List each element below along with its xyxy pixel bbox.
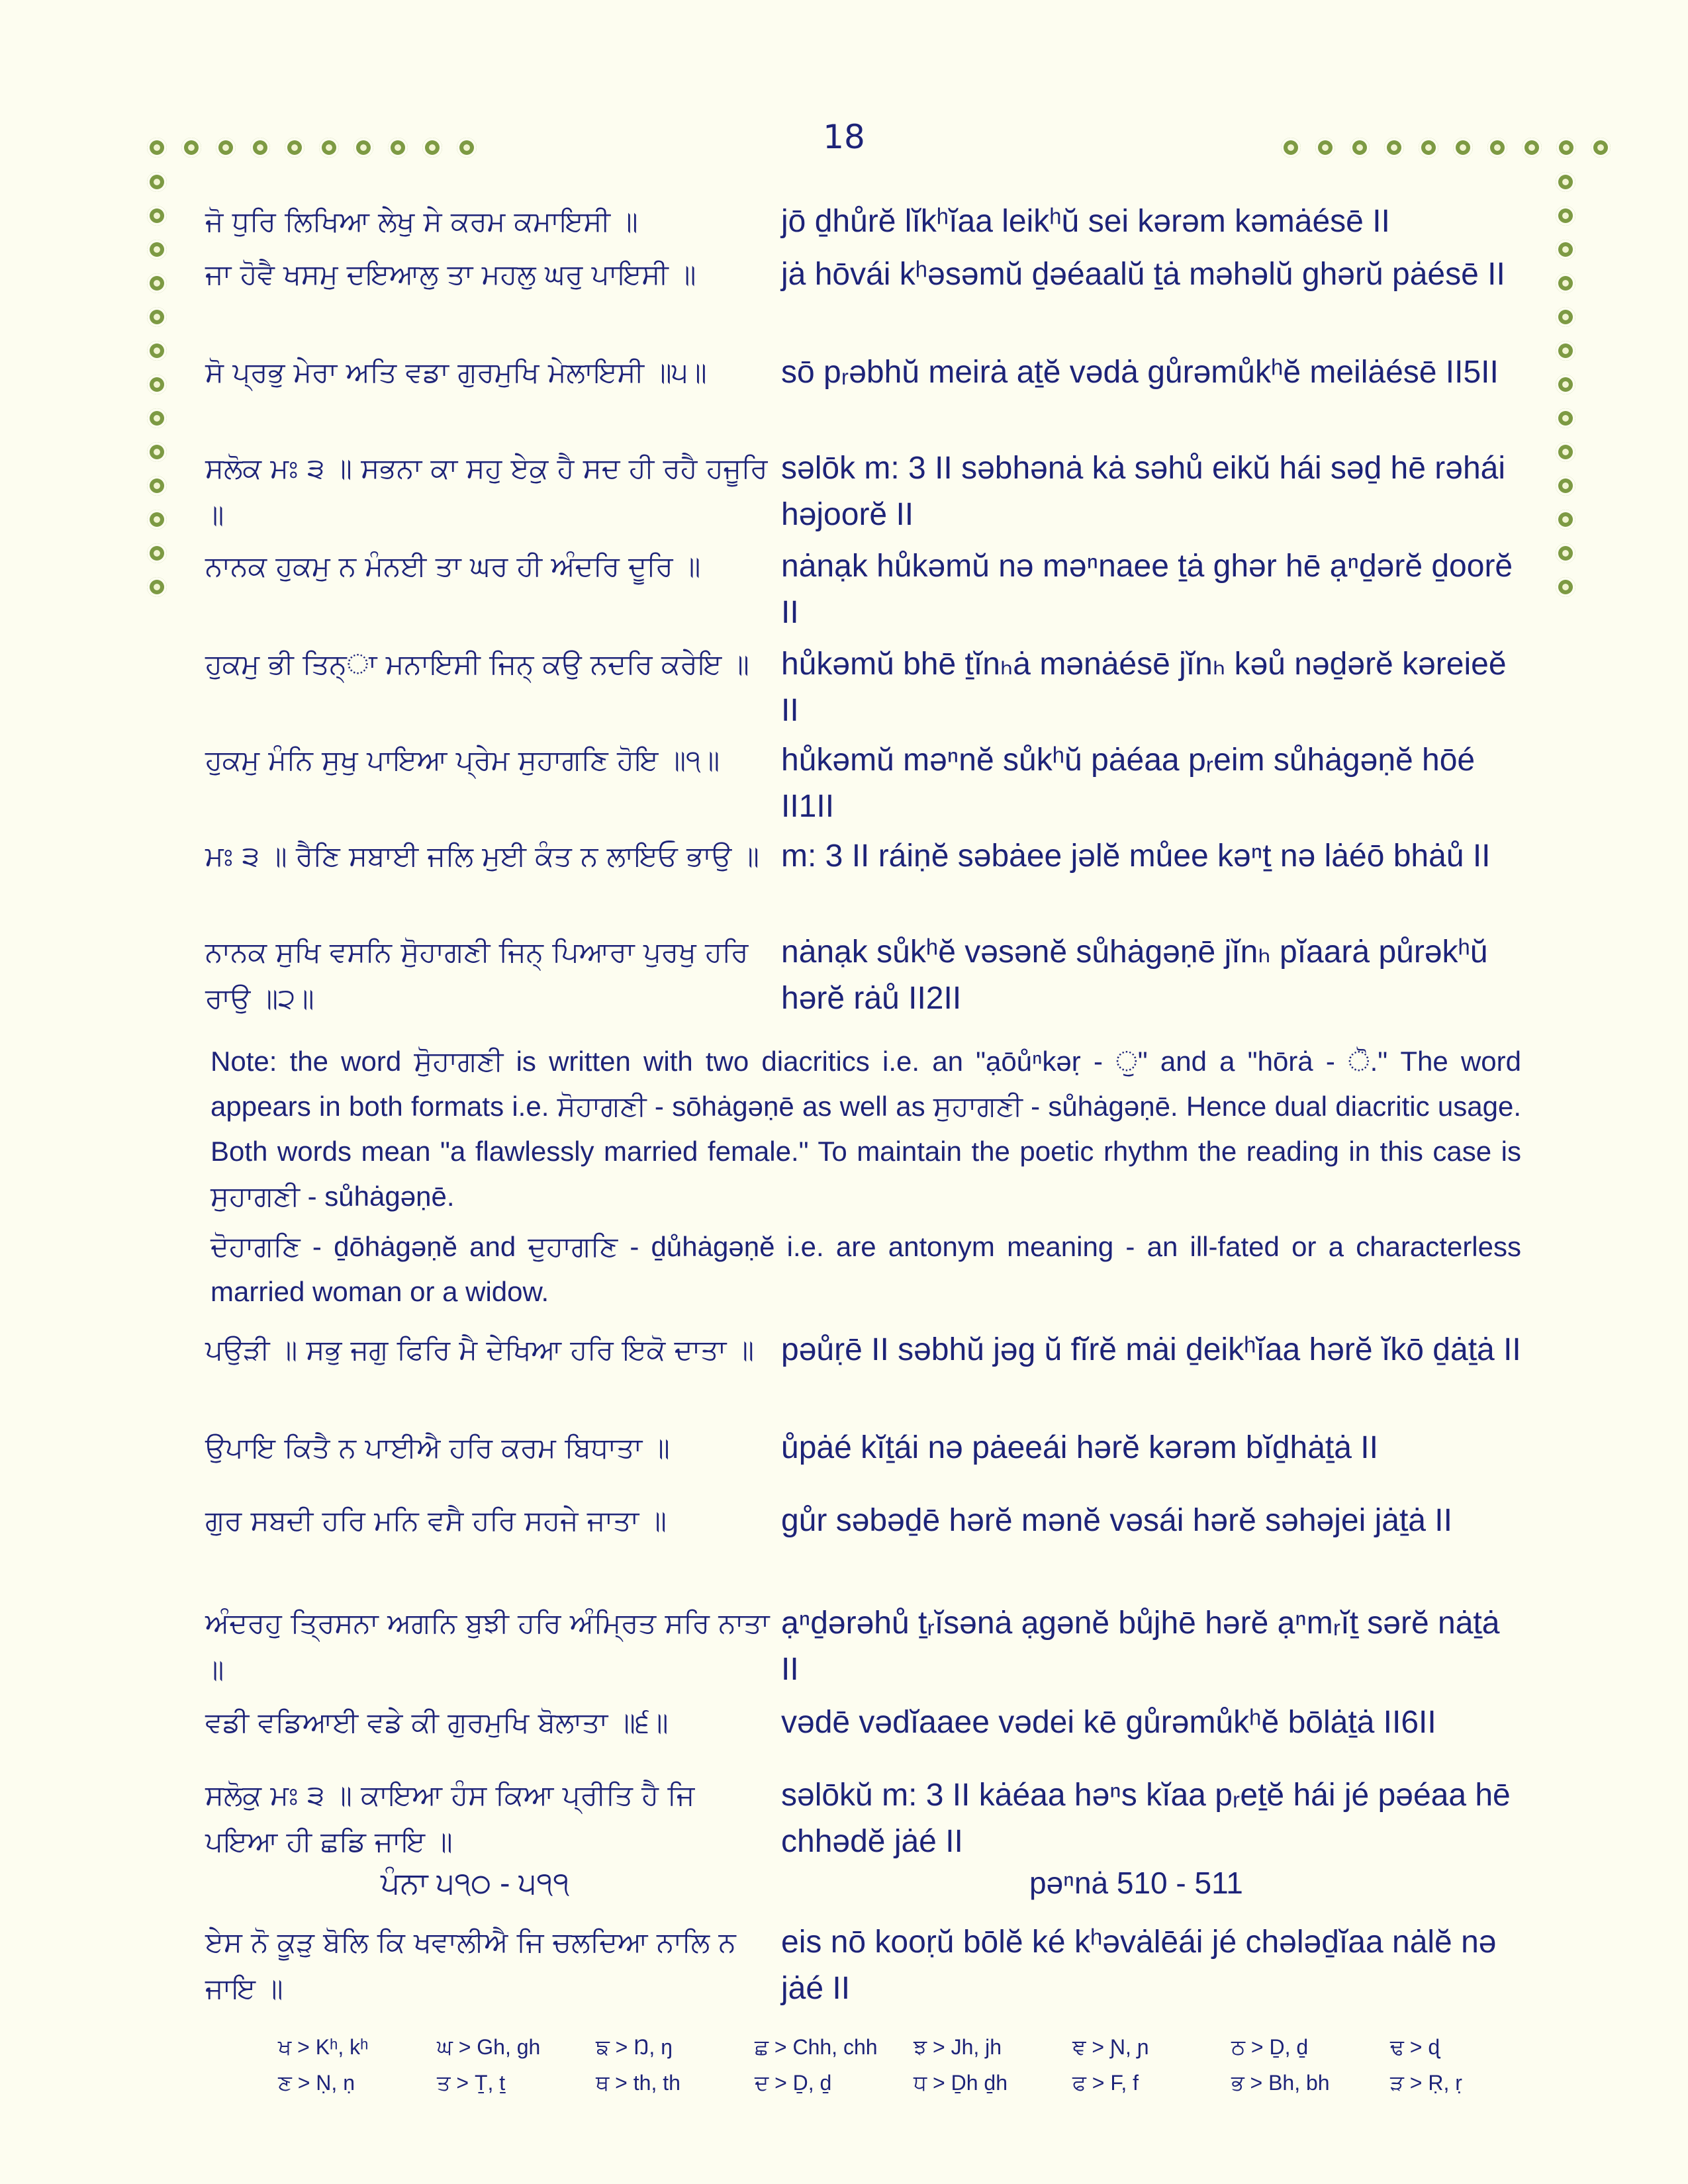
verse-row [205, 251, 1523, 349]
transliteration-legend [278, 2032, 1470, 2098]
legend-entry: ਙ > Ŋ, ŋ [596, 2035, 673, 2059]
verse-row [205, 543, 1523, 641]
page-label-transliteration: pəⁿnȧ 510 - 511 [1029, 1866, 1243, 1900]
verse-row [205, 929, 1523, 1025]
legend-entry: ਖ > Kʰ, kʰ [278, 2035, 369, 2059]
flower-ornament-icon [1556, 138, 1576, 158]
flower-ornament-icon [1556, 577, 1575, 597]
flower-ornament-icon [1556, 543, 1575, 563]
legend-entry: ਤ > Ṯ, ṯ [437, 2071, 506, 2095]
gurmukhi-line: ਮਃ ੩ ॥ ਰੈਣਿ ਸਬਾਈ ਜਲਿ ਮੁਈ ਕੰਤ ਨ ਲਾਇਓ ਭਾਉ ॥ [205, 840, 759, 872]
flower-ornament-icon [1281, 138, 1301, 158]
verse-section-2 [205, 1327, 1523, 1865]
verse-row [205, 445, 1523, 543]
legend-entry: ਛ > Chh, chh [755, 2035, 878, 2059]
transliteration-line: hůkəmŭ məⁿnĕ sůkʰŭ pȧéaa pᵣeim sůhȧgəṇĕ hōé II1II [781, 743, 1476, 824]
legend-entry: ਦ > Ḏ, ḏ [755, 2071, 832, 2095]
transliteration-line: ůpȧé kĭṯái nə pȧeeái hərĕ kərəm bĭḏhȧṯȧ II [781, 1430, 1378, 1465]
gurmukhi-line: ਗੁਰ ਸਬਦੀ ਹਰਿ ਮਨਿ ਵਸੈ ਹਰਿ ਸਹਜੇ ਜਾਤਾ ॥ [205, 1504, 667, 1537]
legend-entry: ਭ > Bh, bh [1231, 2071, 1330, 2095]
flower-ornament-icon [147, 172, 167, 192]
verse-row [205, 1425, 1523, 1498]
flower-ornament-icon [388, 138, 408, 158]
flower-ornament-icon [285, 138, 305, 158]
flower-ornament-icon [147, 341, 167, 361]
transliteration-line: pəůṛē II səbhŭ jəg ŭ fĭrĕ mȧi ḏeikʰĭaa hərĕ ĭkō ḏȧṯȧ II [781, 1332, 1521, 1367]
flower-ornament-icon [319, 138, 339, 158]
flower-ornament-icon [1556, 476, 1575, 496]
right-flower-border [1556, 172, 1575, 597]
verse-section-3 [205, 1919, 1523, 2012]
flower-ornament-icon [147, 375, 167, 394]
gurmukhi-line: ਹੁਕਮੁ ਭੀ ਤਿਨ੍ਾ ਮਨਾਇਸੀ ਜਿਨ੍ ਕਉ ਨਦਰਿ ਕਰੇਇ ॥ [205, 648, 749, 680]
verse-row [205, 1327, 1523, 1425]
transliteration-line: hůkəmŭ bhē ṯĭnₕȧ mənȧésē jĭnₕ kəů nəḏərĕ kəreieĕ II [781, 647, 1507, 728]
legend-entry: ਞ > Ɲ, ɲ [1072, 2035, 1149, 2059]
verse-row [205, 1600, 1523, 1700]
flower-ornament-icon [147, 307, 167, 327]
gurmukhi-line: ਸਲੋਕ ਮਃ ੩ ॥ ਸਭਨਾ ਕਾ ਸਹੁ ਏਕੁ ਹੈ ਸਦ ਹੀ ਰਹੈ ਹਜੂਰਿ ॥ [205, 452, 768, 531]
gurmukhi-line: ਨਾਨਕ ਹੁਕਮੁ ਨ ਮੰਨਈ ਤਾ ਘਰ ਹੀ ਅੰਦਰਿ ਦੂਰਿ ॥ [205, 550, 701, 582]
legend-entry: ਧ > Ḏh ḏh [914, 2071, 1008, 2095]
flower-ornament-icon [422, 138, 442, 158]
gurmukhi-line: ਸਲੋਕੁ ਮਃ ੩ ॥ ਕਾਇਆ ਹੰਸ ਕਿਆ ਪ੍ਰੀਤਿ ਹੈ ਜਿ ਪਇਆ ਹੀ ਛਡਿ ਜਾਇ ॥ [205, 1779, 695, 1858]
gurmukhi-line: ਜੋ ਧੁਰਿ ਲਿਖਿਆ ਲੇਖੁ ਸੇ ਕਰਮ ਕਮਾਇਸੀ ॥ [205, 205, 638, 238]
legend-entry: ਥ > th, th [596, 2071, 680, 2095]
gurmukhi-line: ਪਉੜੀ ॥ ਸਭੁ ਜਗੁ ਫਿਰਿ ਮੈ ਦੇਖਿਆ ਹਰਿ ਇਕੋ ਦਾਤਾ ॥ [205, 1334, 755, 1366]
legend-entry: ਘ > Gh, gh [437, 2035, 541, 2059]
gurmukhi-line: ਹੁਕਮੁ ਮੰਨਿ ਸੁਖੁ ਪਾਇਆ ਪ੍ਰੇਮ ਸੁਹਾਗਣਿ ਹੋਇ ॥੧॥ [205, 744, 720, 776]
flower-ornament-icon [181, 138, 201, 158]
flower-ornament-icon [250, 138, 270, 158]
verse-section-1 [205, 199, 1523, 1025]
gurmukhi-line: ਨਾਨਕ ਸੁਖਿ ਵਸਨਿ ਸੋੁਹਾਗਣੀ ਜਿਨ੍ ਪਿਆਰਾ ਪੁਰਖੁ ਹਰਿ ਰਾਉ ॥੨॥ [205, 936, 749, 1015]
flower-ornament-icon [147, 442, 167, 462]
verse-row [205, 199, 1523, 251]
flower-ornament-icon [147, 273, 167, 293]
page-label-gurmukhi: ਪੰਨਾ ੫੧੦ - ੫੧੧ [381, 1866, 570, 1900]
gurmukhi-line: ਉਪਾਇ ਕਿਤੈ ਨ ਪਾਈਐ ਹਰਿ ਕਰਮ ਬਿਧਾਤਾ ॥ [205, 1432, 670, 1464]
transliteration-line: səlōk m: 3 II səbhənȧ kȧ səhů eikŭ hái səḏ hē rəhái həjoorĕ II [781, 451, 1506, 532]
legend-entry: ਫ > F, f [1072, 2071, 1139, 2095]
legend-entry: ਝ > Jh, jh [914, 2035, 1002, 2059]
flower-ornament-icon [1522, 138, 1542, 158]
verse-row [205, 1498, 1523, 1600]
flower-ornament-icon [1556, 273, 1575, 293]
transliteration-line: səlōkŭ m: 3 II kȧéaa həⁿs kĭaa pᵣeṯĕ hái jé pəéaa hē chhədĕ jȧé II [781, 1778, 1511, 1859]
verse-row [205, 641, 1523, 737]
flower-ornament-icon [353, 138, 373, 158]
flower-ornament-icon [1556, 172, 1575, 192]
gurmukhi-line: ਸੋ ਪ੍ਰਭੁ ਮੇਰਾ ਅਤਿ ਵਡਾ ਗੁਰਮੁਖਿ ਮੇਲਾਇਸੀ ॥੫॥ [205, 356, 707, 388]
verse-row [205, 737, 1523, 833]
flower-ornament-icon [147, 476, 167, 496]
flower-ornament-icon [1487, 138, 1507, 158]
flower-ornament-icon [1556, 307, 1575, 327]
flower-ornament-icon [1350, 138, 1370, 158]
verse-row [205, 833, 1523, 929]
flower-ornament-icon [1419, 138, 1438, 158]
transliteration-line: vədē vədĭaaee vədei kē gůrəmůkʰĕ bōlȧṯȧ II6II [781, 1705, 1436, 1740]
flower-ornament-icon [216, 138, 236, 158]
transliteration-line: sō pᵣəbhŭ meirȧ aṯĕ vədȧ gůrəmůkʰĕ meilȧésē II5II [781, 355, 1499, 390]
top-left-flower-border [147, 138, 477, 158]
transliteration-line: ạⁿḏərəhů ṯᵣĭsənȧ ạgənĕ bůjhē hərĕ ạⁿmᵣĭṯ sərĕ nȧṯȧ II [781, 1606, 1500, 1687]
flower-ornament-icon [147, 577, 167, 597]
legend-entry: ਢ > ɖ [1390, 2035, 1440, 2059]
flower-ornament-icon [1556, 408, 1575, 428]
flower-ornament-icon [1556, 442, 1575, 462]
gurmukhi-line: ਏਸ ਨੋ ਕੂੜੁ ਬੋਲਿ ਕਿ ਖਵਾਲੀਐ ਜਿ ਚਲਦਿਆ ਨਾਲਿ ਨ ਜਾਇ ॥ [205, 1926, 736, 2005]
flower-ornament-icon [147, 510, 167, 529]
transliteration-line: nȧnạk hůkəmŭ nə məⁿnaee ṯȧ ghər hē ạⁿḏərĕ ḏoorĕ II [781, 549, 1513, 630]
legend-entry: ਠ > Ḏ, ḏ [1231, 2035, 1309, 2059]
flower-ornament-icon [457, 138, 477, 158]
antonym-note: ਦੋਹਾਗਣਿ - ḏōhȧgəṇĕ and ਦੁਹਾਗਣਿ - ḏůhȧgəṇĕ i.e. are antonym meaning - an ill-fated or a characterless married woman or a widow. [211, 1231, 1521, 1307]
flower-ornament-icon [147, 408, 167, 428]
legend-entry: ਣ > Ṇ, ṇ [278, 2071, 355, 2095]
flower-ornament-icon [1556, 510, 1575, 529]
verse-row [205, 1772, 1523, 1865]
gurmukhi-line: ਜਾ ਹੋਵੈ ਖਸਮੁ ਦਇਆਲੁ ਤਾ ਮਹਲੁ ਘਰੁ ਪਾਇਸੀ ॥ [205, 258, 696, 291]
legend-entry: ੜ > Ṛ, ṛ [1390, 2071, 1462, 2095]
verse-row [205, 1919, 1523, 2012]
transliteration-line: m: 3 II ráiṇĕ səbȧee jəlĕ můee kəⁿṯ nə lȧéō bhȧů II [781, 839, 1491, 874]
transliteration-line: eis nō kooṛŭ bōlĕ ké kʰəvȧlēái jé chələḏĭaa nȧlĕ nə jȧé II [781, 1925, 1497, 2006]
transliteration-line: jȧ hōvái kʰəsəmŭ ḏəéaalŭ ṯȧ məhəlŭ ghərŭ pȧésē II [781, 257, 1505, 292]
flower-ornament-icon [147, 206, 167, 226]
left-flower-border [147, 172, 167, 597]
verse-row [205, 349, 1523, 445]
flower-ornament-icon [147, 138, 167, 158]
transliteration-line: gůr səbəḏē hərĕ mənĕ vəsái hərĕ səhəjei jȧṯȧ II [781, 1503, 1452, 1538]
page-number: 18 [823, 118, 865, 156]
diacritic-note: Note: the word ਸੋੁਹਾਗਣੀ is written with two diacritics i.e. an "ạōůⁿkəṛ - ੁ" and a "hōrȧ - ੋ." The word appears in both formats i.e. ਸੋਹਾਗਣੀ - sōhȧgəṇē as well as ਸੁਹਾਗਣੀ - sůhȧgəṇē. Hence dual diacritic usage. Both words mean "a flawlessly married female." To maintain the poetic rhythm the reading in this case is ਸੁਹਾਗਣੀ - sůhȧgəṇē. [211, 1046, 1521, 1212]
flower-ornament-icon [1384, 138, 1404, 158]
top-right-flower-border [1281, 138, 1611, 158]
gurmukhi-line: ਵਡੀ ਵਡਿਆਈ ਵਡੇ ਕੀ ਗੁਰਮੁਖਿ ਬੋਲਾਤਾ ॥੬॥ [205, 1706, 669, 1739]
transliteration-line: jō ḏhůrĕ lĭkʰĭaa leikʰŭ sei kərəm kəmȧésē II [781, 204, 1390, 239]
flower-ornament-icon [1453, 138, 1473, 158]
verse-row [205, 1700, 1523, 1772]
flower-ornament-icon [1315, 138, 1335, 158]
flower-ornament-icon [1556, 206, 1575, 226]
transliteration-line: nȧnạk sůkʰĕ vəsənĕ sůhȧgəṇē jĭnₕ pĭaarȧ půrəkʰŭ hərĕ rȧů II2II [781, 934, 1488, 1016]
gurmukhi-line: ਅੰਦਰਹੁ ਤ੍ਰਿਸਨਾ ਅਗਨਿ ਬੁਝੀ ਹਰਿ ਅੰਮ੍ਰਿਤ ਸਰਿ ਨਾਤਾ ॥ [205, 1607, 770, 1686]
flower-ornament-icon [147, 240, 167, 259]
flower-ornament-icon [1591, 138, 1611, 158]
flower-ornament-icon [1556, 240, 1575, 259]
flower-ornament-icon [147, 543, 167, 563]
flower-ornament-icon [1556, 375, 1575, 394]
flower-ornament-icon [1556, 341, 1575, 361]
